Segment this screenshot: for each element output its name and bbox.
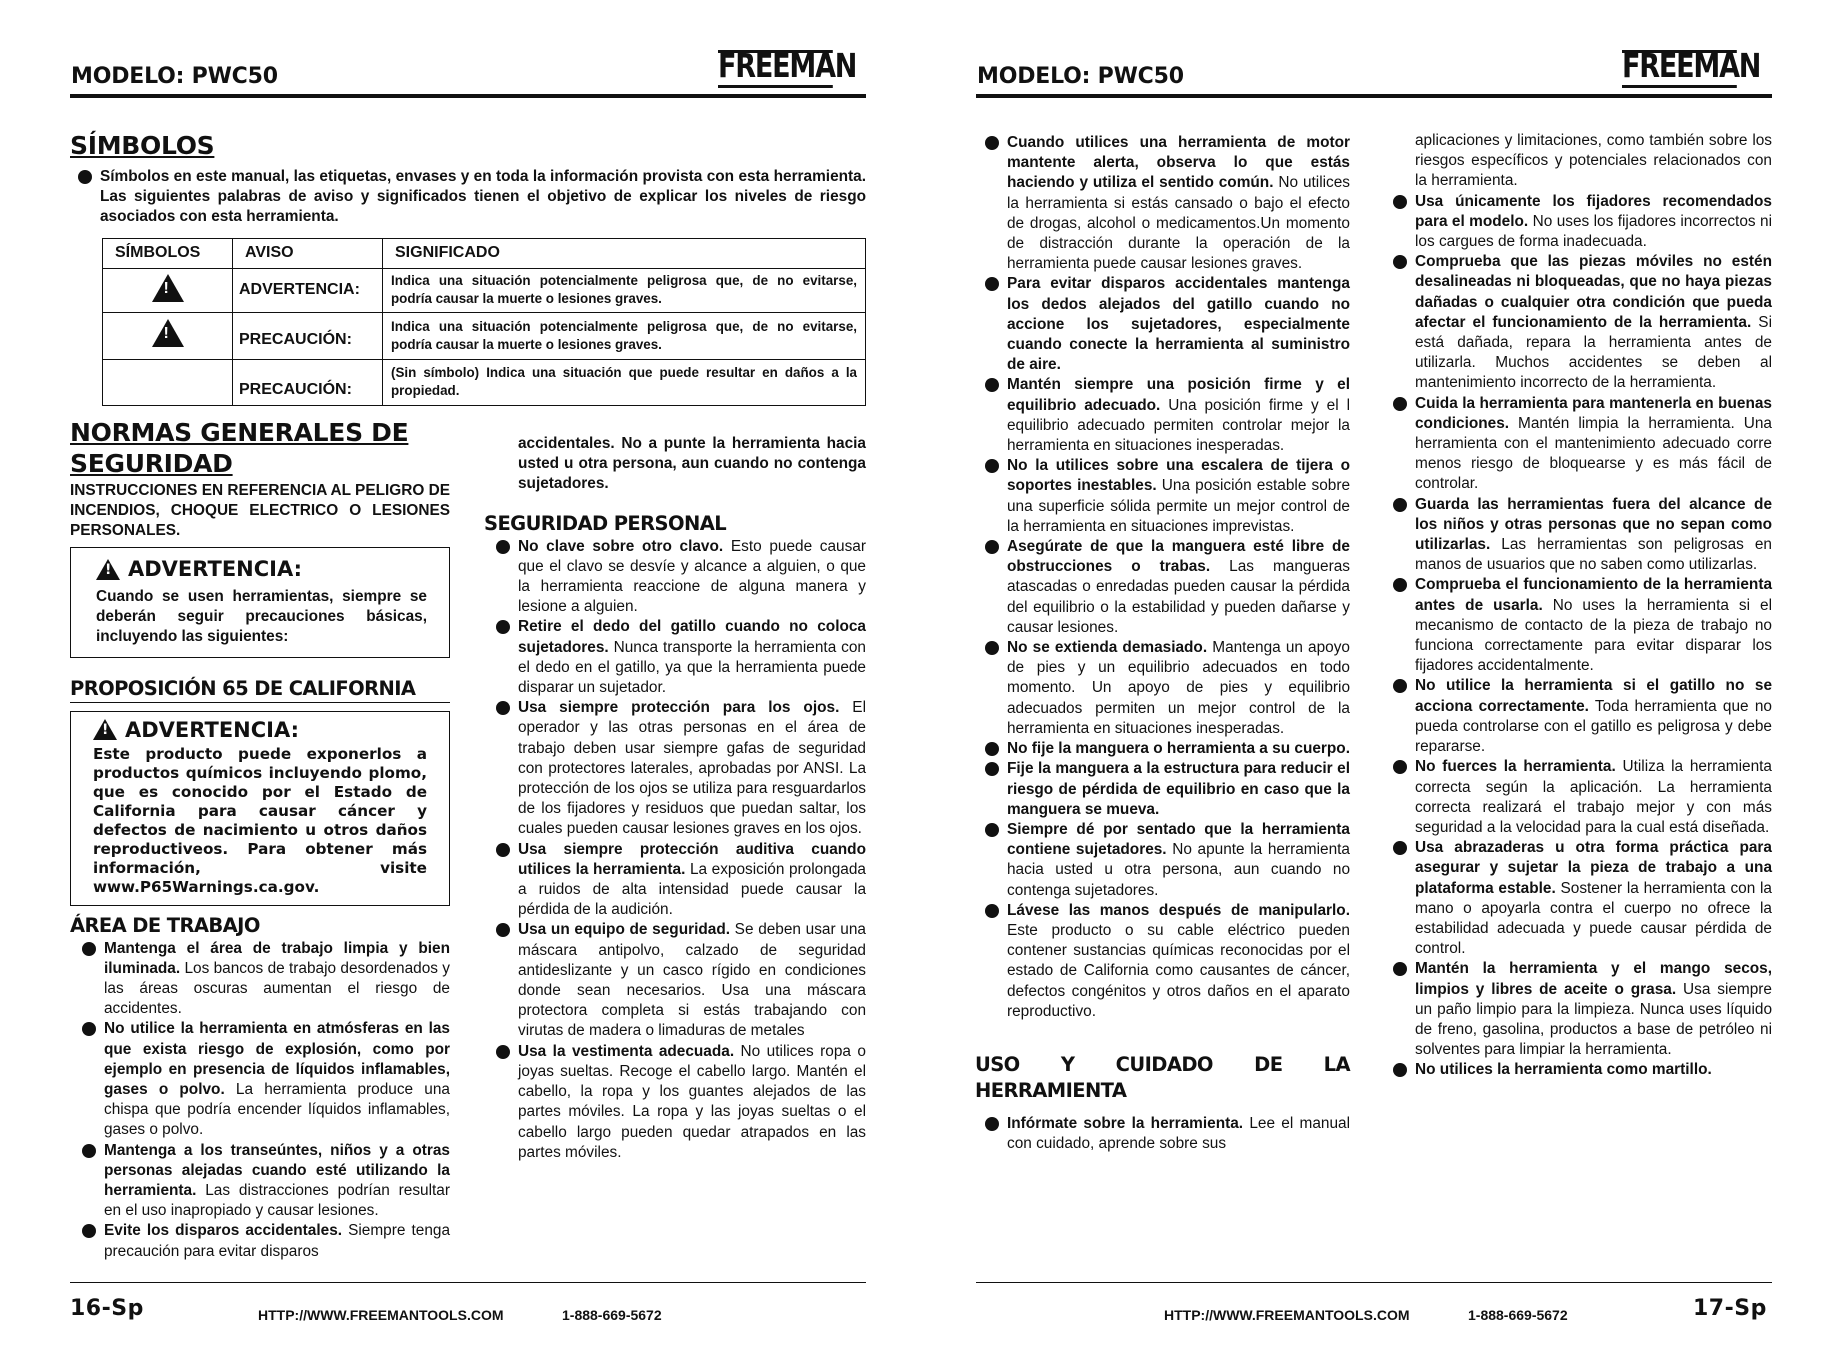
- list-item: Infórmate sobre la herramienta. Lee el manual con cuidado, aprende sobre sus: [985, 1114, 1350, 1154]
- significado-cell: Indica una situación potencialmente peligrosa que, de no evitarse, podría causar la muerte o lesiones graves.: [383, 268, 866, 312]
- warning-box-prop65: [70, 711, 450, 906]
- list-item: No utilices la herramienta como martillo.: [1393, 1060, 1772, 1080]
- significado-cell: (Sin símbolo) Indica una situación que puede resultar en daños a la propiedad.: [383, 359, 866, 405]
- list-item: Siempre dé por sentado que la herramienta contiene sujetadores. No apunte la herramienta hacia usted u otra persona, aun cuando no contenga sujetadores.: [985, 820, 1350, 901]
- continued-text: aplicaciones y limitaciones, como también sobre los riesgos específicos y potenciales relacionados con la herramienta.: [1415, 132, 1772, 190]
- footer-rule: [976, 1282, 1772, 1283]
- freeman-logo: FREEMAN: [718, 50, 833, 88]
- aviso-cell: ADVERTENCIA:: [233, 268, 383, 312]
- list-item: No fije la manguera o herramienta a su cuerpo.: [985, 739, 1350, 759]
- list-item: Usa únicamente los fijadores recomendados para el modelo. No uses los fijadores incorrectos ni los cargues de forma inadecuada.: [1393, 192, 1772, 253]
- page-number: 17-Sp: [1693, 1296, 1767, 1321]
- table-row: [103, 268, 866, 312]
- aviso-cell: PRECAUCIÓN:: [233, 312, 383, 359]
- warning-heading: ! ADVERTENCIA:: [96, 557, 427, 581]
- list-item: Mantén siempre una posición firme y el equilibrio adecuado. Una posición firme y el l equilibrio adecuado permiten controlar mejor la herramienta en situaciones inesperadas.: [985, 375, 1350, 456]
- uso-list: [985, 1114, 1350, 1154]
- table-header: SÍMBOLOS: [103, 238, 233, 268]
- warning-triangle-icon: [152, 319, 184, 347]
- warning-text: Este producto puede exponerlos a productos químicos incluyendo plomo, que es conocido por el Estado de California para causar cáncer y defectos de nacimiento u otros daños reproductiveos. Para obtener más información, visite www.P65Warnings.ca.gov.: [93, 744, 427, 896]
- personal-list: [484, 537, 866, 1163]
- list-item: No clave sobre otro clavo. Esto puede causar que el clavo se desvíe y alcance a alguien, o que la herramienta reaccione de alguna manera y lesione a alguien.: [496, 537, 866, 618]
- symbols-title: SÍMBOLOS: [70, 131, 215, 160]
- table-header: AVISO: [233, 238, 383, 268]
- list-item: Usa la vestimenta adecuada. No utilices ropa o joyas sueltas. Recoge el cabello largo. Mantén el cabello, la ropa y los guantes alejados de las partes móviles. La ropa y las joyas sueltas o el cabello largo pueden quedar atrapados en las partes móviles.: [496, 1042, 866, 1163]
- header-rule: [976, 94, 1772, 98]
- list-item: No la utilices sobre una escalera de tijera o soportes inestables. Una posición estable sobre una superficie sólida permite un mejor control de la herramienta en situaciones imprevistas.: [985, 456, 1350, 537]
- warning-triangle-icon: [93, 719, 117, 740]
- model-header: MODELO: PWC50: [977, 64, 1184, 89]
- list-item: Mantenga el área de trabajo limpia y bien iluminada. Los bancos de trabajo desordenados y las áreas oscuras aumentan el riesgo de accidentes.: [82, 939, 450, 1020]
- list-item: Guarda las herramientas fuera del alcance de los niños y otras personas que no sepan como utilizarlas. Las herramientas son peligrosas en manos de usuarios que no saben como utilizarlas.: [1393, 495, 1772, 576]
- right-column: [1393, 131, 1772, 1081]
- footer-rule: [70, 1282, 866, 1283]
- uso-list-continued: [1393, 192, 1772, 1081]
- normas-intro: INSTRUCCIONES EN REFERENCIA AL PELIGRO DE INCENDIOS, CHOQUE ELECTRICO O LESIONES PERSONALES.: [70, 482, 450, 539]
- safety-list: [985, 133, 1350, 1022]
- symbols-table: [102, 238, 866, 406]
- aviso-cell: PRECAUCIÓN:: [233, 359, 383, 405]
- area-title: ÁREA DE TRABAJO: [70, 913, 260, 937]
- table-row: [103, 359, 866, 405]
- list-item: Comprueba que las piezas móviles no estén desalineadas ni bloqueadas, que no haya piezas dañadas o cualquier otra condición que pueda afectar el funcionamiento de la herramienta. Si está dañada, repara la herramienta antes de utilizarla. Muchos accidentes se deben al mantenimiento incorrecto de la herramienta.: [1393, 252, 1772, 393]
- phone-number: 1-888-669-5672: [1468, 1307, 1568, 1323]
- list-item: Asegúrate de que la manguera esté libre de obstrucciones o trabas. Las mangueras atascadas o enredadas pueden causar la pérdida del equilibrio o la estabilidad y pueden dañarse y causar lesiones.: [985, 537, 1350, 638]
- left-column: [70, 417, 450, 1262]
- list-item: Lávese las manos después de manipularlo. Este producto o su cable eléctrico pueden contener sustancias químicas reconocidas por el estado de California como causantes de cáncer, defectos congénitos y otros daños en el aparato reproductivo.: [985, 901, 1350, 1022]
- page-number: 16-Sp: [70, 1296, 144, 1321]
- header-rule: [70, 94, 866, 98]
- table-header: SIGNIFICADO: [383, 238, 866, 268]
- freeman-logo: FREEMAN: [1622, 50, 1737, 88]
- list-item: Fije la manguera a la estructura para reducir el riesgo de pérdida de equilibrio en caso que la manguera se mueva.: [985, 759, 1350, 820]
- warning-heading: ! ADVERTENCIA:: [93, 718, 427, 742]
- symbols-intro: Símbolos en este manual, las etiquetas, envases y en toda la información provista con esta herramienta. Las siguientes palabras de aviso y significados tienen el objetivo de explicar los niveles de riesgo asociados con esta herramienta.: [78, 167, 866, 228]
- table-row: [103, 312, 866, 359]
- list-item: Mantenga a los transeúntes, niños y a otras personas alejadas cuando esté utilizando la herramienta. Las distracciones podrían resultar en el uso inapropiado y causar lesiones.: [82, 1141, 450, 1222]
- right-page: [917, 0, 1834, 1362]
- significado-cell: Indica una situación potencialmente peligrosa que, de no evitarse, podría causar la muerte o lesiones graves.: [383, 312, 866, 359]
- list-item: Usa siempre protección para los ojos. El operador y las otras personas en el área de trabajo deben usar siempre gafas de seguridad con protectores laterales, aprobadas por ANSI. La protección de los ojos se utiliza para resguardarlos de los fijadores y residuos que puedan saltar, los cuales pueden causar lesiones graves en los ojos.: [496, 698, 866, 839]
- warning-box-general: [70, 547, 450, 658]
- right-column: [484, 434, 866, 1163]
- list-item: Cuida la herramienta para mantenerla en buenas condiciones. Mantén limpia la herramienta. Una herramienta con el mantenimiento adecuado corre menos riesgo de bloquearse y es más fácil de controlar.: [1393, 394, 1772, 495]
- normas-title: NORMAS GENERALES DE SEGURIDAD: [70, 418, 409, 478]
- list-item: Mantén la herramienta y el mango secos, limpios y libres de aceite o grasa. Usa siempre un paño limpio para la limpieza. Nunca uses líquido de freno, gasolina, productos a base de petróleo ni solventes para limpiar la herramienta.: [1393, 959, 1772, 1060]
- warning-text: Cuando se usen herramientas, siempre se deberán seguir precauciones básicas, incluyendo las siguientes:: [96, 588, 427, 646]
- list-item: Evite los disparos accidentales. Siempre tenga precaución para evitar disparos: [82, 1221, 450, 1261]
- symbols-section: [70, 131, 866, 406]
- warning-triangle-icon: [96, 559, 120, 580]
- personal-title: SEGURIDAD PERSONAL: [484, 511, 727, 535]
- website-link[interactable]: HTTP://WWW.FREEMANTOOLS.COM: [258, 1307, 504, 1323]
- list-item: No fuerces la herramienta. Utiliza la herramienta correcta según la aplicación. La herramienta correcta realizará el trabajo mejor y con más seguridad a la velocidad para la cual está diseñada.: [1393, 757, 1772, 838]
- list-item: No utilice la herramienta en atmósferas en las que exista riesgo de explosión, como por ejemplo en presencia de líquidos inflamables, gases o polvo. La herramienta produce una chispa que podría encender líquidos inflamables, gases o polvo.: [82, 1019, 450, 1140]
- left-column: [975, 133, 1351, 1154]
- list-item: Cuando utilices una herramienta de motor mantente alerta, observa lo que estás haciendo y utiliza el sentido común. No utilices la herramienta si estás cansado o bajo el efecto de drogas, alcohol o medicamentos.Un momento de distracción durante la operación de la herramienta puede causar lesiones graves.: [985, 133, 1350, 274]
- model-header: MODELO: PWC50: [71, 64, 278, 89]
- phone-number: 1-888-669-5672: [562, 1307, 662, 1323]
- bullet-icon: [78, 170, 92, 184]
- list-item: No se extienda demasiado. Mantenga un apoyo de pies y un equilibrio adecuados en todo momento. Un apoyo de pies y equilibrio adecuados permiten un mejor control de la herramienta en situaciones inesperadas.: [985, 638, 1350, 739]
- uso-title: USO Y CUIDADO DE LA HERRAMIENTA: [975, 1052, 1350, 1102]
- area-list: [70, 939, 450, 1262]
- list-item: Usa un equipo de seguridad. Se deben usar una máscara antipolvo, calzado de seguridad antideslizante y un casco rígido en condiciones donde sean necesarios. Usa una máscara protectora completa si estás trabajando con virutas de madera o limaduras de metales: [496, 920, 866, 1041]
- list-item: Para evitar disparos accidentales mantenga los dedos alejados del gatillo cuando no accione los sujetadores, especialmente cuando conecte la herramienta al suministro de aire.: [985, 274, 1350, 375]
- list-item: Usa abrazaderas u otra forma práctica para asegurar y sujetar la pieza de trabajo a una plataforma estable. Sostener la herramienta con la mano o apoyarla contra el cuerpo no ofrece la estabilidad adecuada y puede causar pérdida de control.: [1393, 838, 1772, 959]
- list-item: Comprueba el funcionamiento de la herramienta antes de usarla. No uses la herramienta si el mecanismo de contacto de la pieza de trabajo no funciona correctamente para evitar disparar los fijadores accidentalmente.: [1393, 575, 1772, 676]
- list-item: Usa siempre protección auditiva cuando utilices la herramienta. La exposición prolongada a ruidos de alta intensidad puede causar la pérdida de la audición.: [496, 840, 866, 921]
- list-item: No utilice la herramienta si el gatillo no se acciona correctamente. Toda herramienta que no pueda controlarse con el gatillo es peligrosa y debe repararse.: [1393, 676, 1772, 757]
- continued-text: accidentales. No a punte la herramienta hacia usted u otra persona, aun cuando no contenga sujetadores.: [518, 435, 866, 493]
- warning-triangle-icon: [152, 274, 184, 302]
- website-link[interactable]: HTTP://WWW.FREEMANTOOLS.COM: [1164, 1307, 1410, 1323]
- prop65-title: PROPOSICIÓN 65 DE CALIFORNIA: [70, 676, 450, 703]
- list-item: Retire el dedo del gatillo cuando no coloca sujetadores. Nunca transporte la herramienta con el dedo en el gatillo, ya que la herramienta puede disparar un sujetador.: [496, 617, 866, 698]
